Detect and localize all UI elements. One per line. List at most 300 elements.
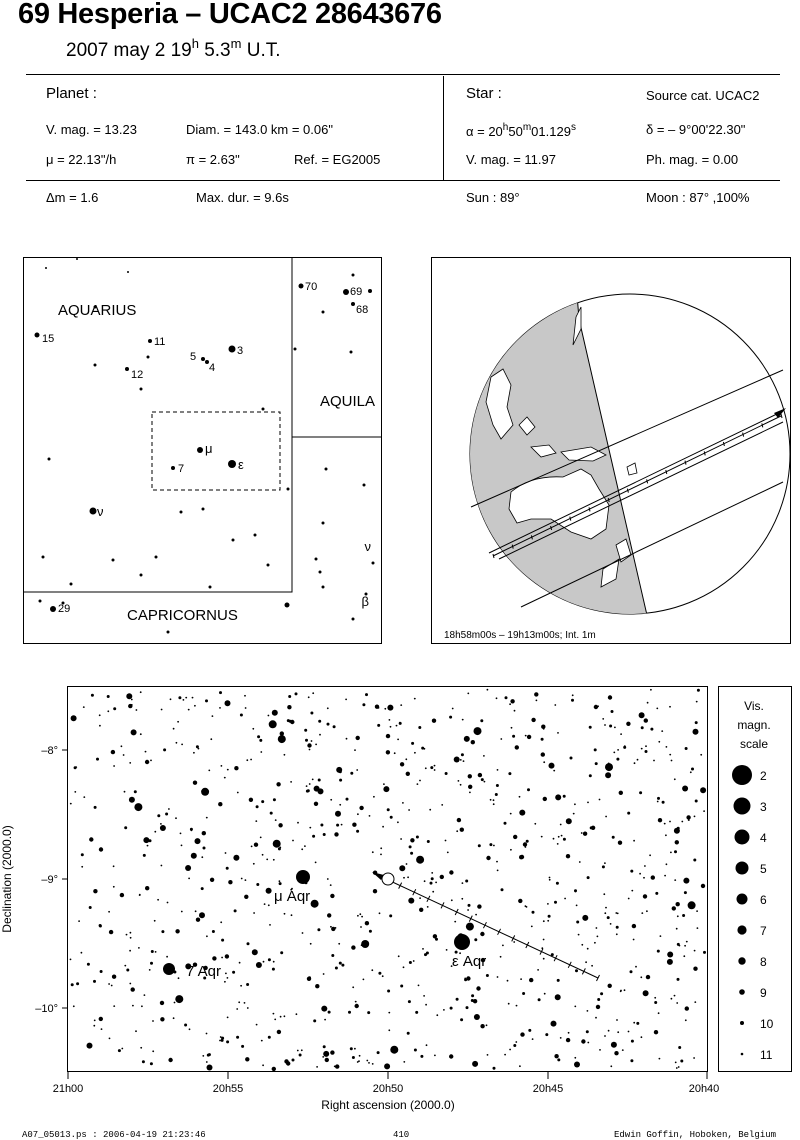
star-dot <box>640 976 642 978</box>
star-dot <box>611 710 614 713</box>
star-dot <box>474 1014 480 1020</box>
star-dot <box>449 716 452 719</box>
star-dot <box>587 1042 589 1044</box>
star-dot <box>419 780 421 782</box>
star-dot <box>686 815 690 819</box>
star-dot <box>304 845 306 847</box>
star-dot <box>328 1011 331 1014</box>
star-dot <box>113 765 115 767</box>
star-dot <box>667 952 673 958</box>
star-dot <box>118 1049 121 1052</box>
star-dot <box>564 898 566 900</box>
star-dot <box>355 1004 359 1008</box>
star-dot <box>323 1045 326 1048</box>
star-dot <box>605 763 613 771</box>
star-dot <box>445 840 447 842</box>
star-dot <box>284 1015 286 1017</box>
star-dot <box>109 930 113 934</box>
star-dot <box>352 618 355 621</box>
star-dot <box>688 901 696 909</box>
x-tick-label: 20h55 <box>212 1083 244 1095</box>
star-dot <box>602 865 605 868</box>
scale-dot <box>738 957 745 964</box>
star-dot <box>693 859 696 862</box>
star-dot <box>454 757 460 763</box>
star-dot <box>129 983 131 985</box>
star-dot <box>263 961 265 963</box>
star-dot <box>557 732 559 734</box>
star-dot <box>605 816 607 818</box>
star-dot <box>493 803 495 805</box>
x-tick-label: 20h40 <box>688 1083 720 1095</box>
star-dot <box>323 1051 329 1057</box>
star-dot <box>292 840 294 842</box>
star-dot <box>221 939 224 942</box>
star-dot <box>256 883 259 886</box>
star-dot <box>335 811 341 817</box>
star-dot <box>206 1033 208 1035</box>
star-dot <box>219 1040 221 1042</box>
star-dot <box>339 779 342 782</box>
star-dot <box>93 980 96 983</box>
star-dot <box>435 938 438 941</box>
star-dot <box>315 862 317 864</box>
star-dot <box>160 1001 164 1005</box>
star-dot <box>319 734 321 736</box>
star-dot <box>305 739 308 742</box>
star-dot <box>193 752 195 754</box>
star-dot <box>236 1008 238 1010</box>
star-dot <box>693 729 699 735</box>
star-dot <box>477 904 481 908</box>
star-dot <box>143 837 149 843</box>
star-dot <box>78 920 80 922</box>
star-dot <box>594 705 598 709</box>
star-dot <box>130 937 132 939</box>
star-dot <box>630 1059 633 1062</box>
star-dot <box>566 854 570 858</box>
star-dot <box>180 833 182 835</box>
star-dot <box>595 1017 597 1019</box>
star-dot <box>127 271 129 273</box>
star-dot <box>351 945 355 949</box>
star-dot <box>89 837 93 841</box>
star-dot <box>456 830 458 832</box>
star-dot <box>291 914 293 916</box>
star-dot <box>262 1064 264 1066</box>
star-dot <box>701 884 705 888</box>
star-dot <box>202 508 205 511</box>
star-dot <box>525 905 527 907</box>
star-dot <box>174 1002 176 1004</box>
star-dot <box>322 1056 324 1058</box>
star-dot <box>73 1005 75 1007</box>
star-dot <box>301 848 303 850</box>
star-dot <box>646 975 650 979</box>
star-dot <box>630 870 633 873</box>
star-dot <box>430 882 433 885</box>
star-dot <box>373 889 377 893</box>
star-dot <box>101 1028 103 1030</box>
star-dot <box>400 838 402 840</box>
star-dot <box>425 1004 427 1006</box>
star-dot <box>307 743 311 747</box>
star-dot <box>356 736 360 740</box>
star-dot <box>129 950 131 952</box>
star-dot <box>445 772 448 775</box>
star-dot <box>99 847 103 851</box>
scale-magnitude-label: 3 <box>760 800 767 814</box>
y-tick-label: –10° <box>35 1003 58 1015</box>
star-dot <box>336 824 339 827</box>
star-dot <box>173 728 175 730</box>
star-dot <box>574 1006 576 1008</box>
star-dot <box>475 914 477 916</box>
star-dot <box>597 998 600 1001</box>
star-dot <box>544 993 546 995</box>
star-dot <box>320 824 323 827</box>
star-dot <box>458 780 460 782</box>
star-dot <box>554 1054 558 1058</box>
star-dot <box>173 1017 175 1019</box>
star-dot <box>313 1019 316 1022</box>
star-dot <box>369 815 371 817</box>
star-dot <box>697 689 700 692</box>
star-dot <box>373 796 375 798</box>
star-dot <box>604 862 606 864</box>
star-dot <box>674 995 676 997</box>
star-dot <box>322 522 325 525</box>
star-dot <box>249 798 253 802</box>
star-dot <box>511 727 513 729</box>
star-dot <box>324 1019 326 1021</box>
star-dot <box>685 1019 687 1021</box>
star-dot <box>233 855 239 861</box>
star-dot <box>315 984 319 988</box>
star-dot <box>140 574 143 577</box>
star-dot <box>409 845 412 848</box>
star-dot <box>420 1055 423 1058</box>
footer-author: Edwin Goffin, Hoboken, Belgium <box>614 1130 777 1140</box>
star-dot <box>331 954 334 957</box>
star-dot <box>359 913 361 915</box>
star-label: 12 <box>131 369 144 381</box>
star-dot <box>432 719 436 723</box>
star-right-ascension: $\alpha = 20^h50^m01.129^s$ <box>466 122 576 139</box>
star-dot <box>574 803 576 805</box>
star-dot <box>558 836 560 838</box>
star-dot <box>609 725 612 728</box>
star-dot <box>599 799 601 801</box>
star-dot <box>406 863 408 865</box>
star-dot <box>220 1036 222 1038</box>
star-dot <box>537 969 539 971</box>
star-dot <box>452 708 454 710</box>
star-dot <box>195 838 201 844</box>
star-dot <box>238 1001 240 1003</box>
star-dot <box>131 987 135 991</box>
star-dot <box>665 834 667 836</box>
star-dot <box>614 727 616 729</box>
star-dot <box>323 833 326 836</box>
star-dot <box>151 950 154 953</box>
star-dot <box>363 979 365 981</box>
star-dot <box>639 873 641 875</box>
scale-title-line1: Vis. <box>744 699 764 713</box>
star-label: 69 <box>350 286 363 298</box>
star-dot <box>678 1046 681 1049</box>
star-dot <box>587 1010 589 1012</box>
star-dot <box>161 865 163 867</box>
star-dot <box>571 699 574 702</box>
star-dot <box>527 788 530 791</box>
star-dot <box>278 823 282 827</box>
scale-title-line2: magn. <box>737 718 771 732</box>
star-dot <box>610 923 612 925</box>
star-dot <box>378 972 381 975</box>
star-dot <box>516 1005 518 1007</box>
star-dot <box>94 1020 96 1022</box>
star-dot <box>175 929 179 933</box>
star-dot <box>608 763 610 765</box>
star-dot <box>549 877 551 879</box>
star-dot <box>212 930 215 933</box>
star-dot <box>70 803 72 805</box>
star-dot <box>684 945 686 947</box>
scale-magnitude-label: 7 <box>760 924 767 938</box>
star-dot <box>280 1016 282 1018</box>
star-dot <box>241 878 243 880</box>
star-dot <box>620 733 622 735</box>
scale-magnitude-label: 8 <box>760 955 767 969</box>
star-dot <box>514 710 516 712</box>
star-dot <box>74 766 77 769</box>
star-dot <box>270 812 273 815</box>
star-dot <box>512 735 515 738</box>
star-dot <box>161 709 163 711</box>
star-dot <box>501 888 504 891</box>
star-dot <box>125 367 129 371</box>
star-dot <box>683 878 689 884</box>
star-dot <box>161 930 164 933</box>
star-dot <box>563 795 566 798</box>
star-dot <box>335 967 338 970</box>
star-dot <box>160 825 166 831</box>
star-dot <box>240 985 242 987</box>
star-dot <box>221 957 223 959</box>
star-dot <box>295 692 298 695</box>
star-dot <box>76 258 78 260</box>
star-dot <box>400 762 404 766</box>
star-dot <box>108 983 110 985</box>
star-dot <box>314 802 318 806</box>
star-vmag: V. mag. = 11.97 <box>466 152 556 167</box>
star-dot <box>620 990 622 992</box>
star-dot <box>201 887 204 890</box>
star-dot <box>403 1061 405 1063</box>
star-dot <box>553 770 555 772</box>
star-dot <box>150 760 152 762</box>
star-dot <box>594 748 597 751</box>
star-dot <box>285 603 290 608</box>
star-dot <box>635 966 637 968</box>
star-dot <box>168 1058 172 1062</box>
star-dot <box>202 1055 204 1057</box>
star-dot <box>327 723 330 726</box>
star-dot <box>308 696 310 698</box>
finder-chart <box>23 257 383 645</box>
star-dot <box>380 847 382 849</box>
star-dot <box>483 755 485 757</box>
star-dot <box>39 600 42 603</box>
star-dot <box>568 1032 570 1034</box>
star-dot <box>419 897 421 899</box>
star-dot <box>220 921 222 923</box>
scale-title-line3: scale <box>739 737 769 751</box>
star-dot <box>637 759 639 761</box>
star-dot <box>627 812 630 815</box>
star-dot <box>206 1061 208 1063</box>
planet-parallax: π = 2.63" <box>186 152 240 167</box>
star-dot <box>403 877 405 879</box>
star-dot <box>427 840 430 843</box>
star-dot <box>474 938 477 941</box>
star-dot <box>369 930 372 933</box>
earth-globe-map <box>431 257 792 645</box>
target-star-circle <box>382 873 394 885</box>
star-dot <box>582 915 588 921</box>
star-dot <box>573 813 575 815</box>
star-dot <box>206 817 208 819</box>
star-dot <box>686 941 688 943</box>
star-dot <box>389 719 391 721</box>
star-dot <box>619 791 623 795</box>
star-dot <box>560 1037 562 1039</box>
star-dot <box>48 458 51 461</box>
star-dot <box>478 844 481 847</box>
star-dot <box>363 484 366 487</box>
star-dot <box>210 878 214 882</box>
star-dot <box>617 1031 619 1033</box>
star-dot <box>414 752 416 754</box>
star-dot <box>183 699 185 701</box>
star-dot <box>273 961 275 963</box>
star-dot <box>150 1062 153 1065</box>
star-dot <box>372 851 374 853</box>
star-dot <box>188 709 190 711</box>
star-dot <box>434 1055 436 1057</box>
star-dot <box>386 734 390 738</box>
star-dot <box>269 924 271 926</box>
star-dot <box>406 772 410 776</box>
star-dot <box>299 1054 302 1057</box>
star-dot <box>662 801 665 804</box>
star-dot <box>677 827 680 830</box>
star-dot <box>467 693 469 695</box>
scale-dot <box>739 989 745 995</box>
star-dot <box>367 1011 370 1014</box>
star-dot <box>286 1061 290 1065</box>
star-dot <box>633 840 635 842</box>
star-dot <box>335 1064 339 1068</box>
star-dot <box>471 740 475 744</box>
star-dot <box>201 357 205 361</box>
star-dot <box>302 932 304 934</box>
star-dot <box>641 1036 643 1038</box>
star-dot <box>654 1001 657 1004</box>
star-dot <box>643 894 647 898</box>
star-dot <box>390 1046 398 1054</box>
star-dot <box>484 781 486 783</box>
x-axis-label: Right ascension (2000.0) <box>321 1098 455 1112</box>
star-dot <box>446 949 448 951</box>
scale-dot <box>732 765 752 785</box>
star-dot <box>658 818 662 822</box>
star-dot <box>113 865 115 867</box>
star-dot <box>287 705 291 709</box>
column-divider <box>443 76 444 180</box>
star-dot <box>354 1048 356 1050</box>
star-dot <box>338 768 340 770</box>
star-label: 68 <box>356 304 369 316</box>
star-dot <box>509 1049 511 1051</box>
star-dot <box>245 879 247 881</box>
star-dot <box>657 797 660 800</box>
star-dot <box>229 346 236 353</box>
star-dot <box>152 1020 154 1022</box>
scale-dot <box>741 1053 744 1056</box>
star-dot <box>407 876 409 878</box>
star-dot <box>359 1055 361 1057</box>
scale-dot <box>737 894 748 905</box>
star-dot <box>124 791 126 793</box>
star-dot <box>430 766 433 769</box>
star-dot <box>493 1067 496 1070</box>
star-dot <box>246 759 248 761</box>
star-dot <box>480 932 484 936</box>
star-dot <box>608 1030 610 1032</box>
star-dot <box>247 942 250 945</box>
star-dot <box>81 952 83 954</box>
scale-magnitude-label: 10 <box>760 1017 774 1031</box>
star-dot <box>113 1005 115 1007</box>
star-dot <box>604 1035 606 1037</box>
star-dot <box>142 1060 145 1063</box>
star-dot <box>587 876 590 879</box>
star-dot <box>600 992 603 995</box>
star-dot <box>594 942 596 944</box>
star-dot <box>284 913 286 915</box>
star-dot <box>279 882 282 885</box>
star-dot <box>399 722 402 725</box>
star-dot <box>256 962 262 968</box>
star-dot <box>553 838 555 840</box>
star-dot <box>327 913 331 917</box>
star-dot <box>563 838 566 841</box>
star-dot <box>346 798 349 801</box>
star-dot <box>301 1049 303 1051</box>
star-dot <box>614 1051 618 1055</box>
star-dot <box>145 886 149 890</box>
star-dot <box>167 631 170 634</box>
star-dot <box>87 963 90 966</box>
star-dot <box>203 847 206 850</box>
star-dot <box>140 691 142 693</box>
star-dot <box>121 1048 123 1050</box>
star-dot <box>599 1049 601 1051</box>
star-dot <box>626 722 630 726</box>
star-dot <box>91 694 94 697</box>
